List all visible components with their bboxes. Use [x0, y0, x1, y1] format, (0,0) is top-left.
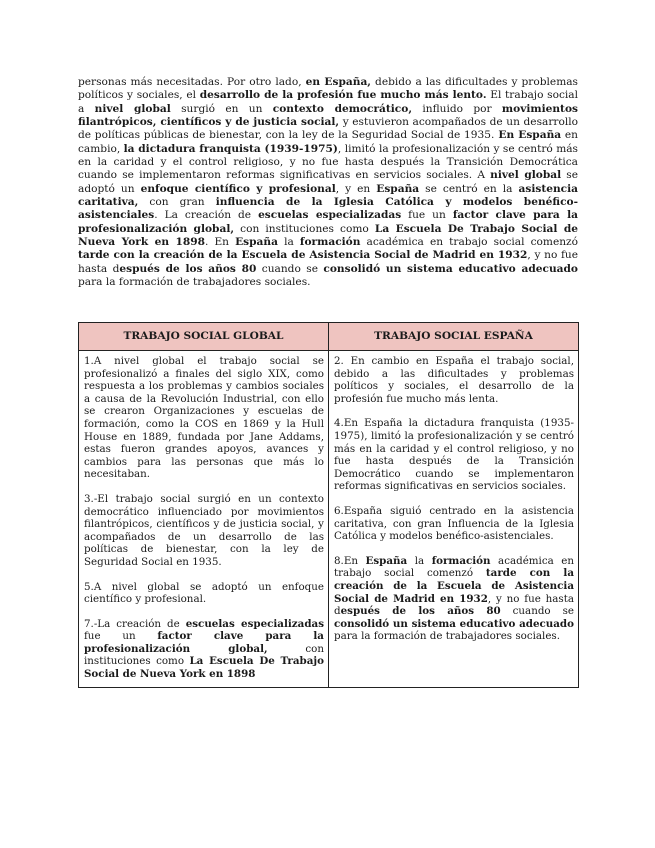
bold-run: escuelas especializadas	[258, 209, 402, 222]
bold-run: contexto democrático,	[272, 102, 413, 115]
bold-run: España	[365, 554, 408, 567]
text-run: surgió en un	[170, 102, 273, 115]
bold-run: consolidó un sistema educativo adecuado	[323, 262, 578, 275]
global-cell	[79, 351, 329, 688]
text-run: . La creación de	[154, 209, 259, 222]
text-run: , y en	[335, 182, 377, 195]
text-run: en cambio,	[78, 129, 578, 155]
spain-point-2: 2. En cambio en España el trabajo social, debido a las dificultades y problemas políticos y sociales, el desarrollo de la profesión fue mucho más lenta.	[334, 355, 574, 405]
bold-run: enfoque científico y profesional	[140, 182, 336, 195]
intro-paragraph	[78, 76, 578, 290]
text-run: 7.-La creación de	[84, 617, 186, 630]
bold-run: formación	[431, 554, 491, 567]
text-run: la	[278, 236, 300, 249]
text-run: , y no fue hasta d	[78, 249, 579, 275]
text-run: 8.En	[334, 554, 366, 567]
text-run: con instituciones como	[234, 222, 375, 235]
bold-run: espués de los años 80	[340, 605, 501, 618]
global-point-7	[84, 618, 324, 681]
text-run: fue un	[401, 209, 453, 222]
bold-run: espués de los años 80	[119, 262, 257, 275]
spain-point-8	[334, 555, 574, 643]
text-run: con gran	[138, 196, 216, 209]
text-run: , y no fue hasta d	[334, 592, 574, 618]
table-row	[79, 351, 579, 688]
comparison-table	[78, 322, 579, 688]
bold-run: en España,	[305, 76, 371, 88]
bold-run: factor clave para la profesionalización global,	[84, 630, 324, 655]
spain-cell	[329, 351, 579, 688]
text-run: cuando se	[500, 605, 574, 618]
global-point-5: 5.A nivel global se adoptó un enfoque científico y profesional.	[84, 580, 324, 606]
bold-run: España	[376, 182, 420, 195]
text-run: académica en trabajo social comenzó	[360, 236, 578, 249]
text-run: . En	[204, 236, 236, 249]
text-run: debido a las dificultades y problemas políticos y sociales, el	[78, 76, 578, 102]
table-header-row	[79, 323, 579, 351]
text-run: la	[407, 554, 432, 567]
text-run: fue un	[84, 630, 158, 643]
text-run: personas más necesitadas. Por otro lado,	[78, 76, 306, 88]
text-run: se adoptó un	[78, 169, 579, 195]
bold-run: la dictadura franquista (1939-1975)	[123, 142, 338, 155]
spain-point-4: 4.En España la dictadura franquista (1935-1975), limitó la profesionalización y se centró más en la caridad y el control religioso, y no fue hasta después de la Transición Democrático cuando se implementaron reformas significativas en servicios sociales.	[334, 417, 574, 493]
bold-run: En España	[494, 129, 562, 142]
bold-run: La Escuela De Trabajo Social de Nueva York en 1898	[78, 222, 578, 249]
text-run: cuando se	[256, 262, 324, 275]
global-point-1: 1.A nivel global el trabajo social se profesionalizó a finales del siglo XIX, como respuesta a los problemas y cambios sociales a causa de la Revolución Industrial, con ello se crearon Organizaciones y escuelas de formación, como la COS en 1869 y la Hull House en 1889, fundada por Jane Addams, estas fueron grandes apoyos, avances y cambios para las personas que más lo necesitaban.	[84, 355, 324, 481]
bold-run: asistencia caritativa,	[78, 182, 578, 209]
text-run: para la formación de trabajadores sociales.	[334, 630, 560, 643]
bold-run: España	[235, 236, 278, 249]
header-global: TRABAJO SOCIAL GLOBAL	[79, 323, 329, 351]
bold-run: movimientos filantrópicos, científicos y de justicia social,	[78, 102, 578, 129]
bold-run: formación	[299, 236, 361, 249]
text-run: académica en trabajo social comenzó	[334, 554, 575, 580]
text-run: con instituciones como	[84, 642, 324, 668]
bold-run: tarde con la creación de la Escuela de Asistencia Social de Madrid en 1932	[334, 567, 574, 605]
bold-run: consolidó un sistema educativo adecuado	[334, 617, 574, 630]
bold-run: influencia de la Iglesia Católica y modelos benéfico-asistenciales	[78, 196, 578, 222]
text-run: influido por	[412, 102, 502, 115]
global-point-3: 3.-El trabajo social surgió en un contexto democrático influenciado por movimientos filantrópicos, científicos y de justicia social, y acompañados de un desarrollo de las políticas de bienestar, con la ley de Seguridad Social en 1935.	[84, 492, 324, 568]
bold-run: desarrollo de la profesión fue mucho más lento.	[199, 89, 487, 102]
text-run: para la formación de trabajadores sociales.	[78, 276, 311, 289]
spain-point-6: 6.España siguió centrado en la asistencia caritativa, con gran Influencia de la Iglesia Católica y modelos benéfico-asistenciales.	[334, 504, 574, 543]
bold-run: tarde con la creación de la Escuela de Asistencia Social de Madrid en 1932	[78, 249, 528, 262]
bold-run: factor clave para la profesionalización global,	[78, 209, 578, 235]
text-run: El trabajo social a	[78, 89, 579, 115]
header-spain: TRABAJO SOCIAL ESPAÑA	[329, 323, 579, 351]
bold-run: La Escuela De Trabajo Social de Nueva York en 1898	[84, 655, 324, 681]
bold-run: nivel global	[94, 102, 171, 115]
text-run: se centró en la	[419, 182, 519, 195]
bold-run: escuelas especializadas	[185, 617, 324, 630]
bold-run: nivel global	[490, 169, 562, 182]
text-run: y estuvieron acompañados de un desarrollo de políticas públicas de bienestar, con la ley de la Seguridad Social de 1935.	[78, 116, 578, 142]
text-run: , limitó la profesionalización y se centró más en la caridad y el control religioso, y no fue hasta después la Transición Democrática cuando se implementaron reformas significativas en servicios sociales. A	[78, 142, 578, 182]
